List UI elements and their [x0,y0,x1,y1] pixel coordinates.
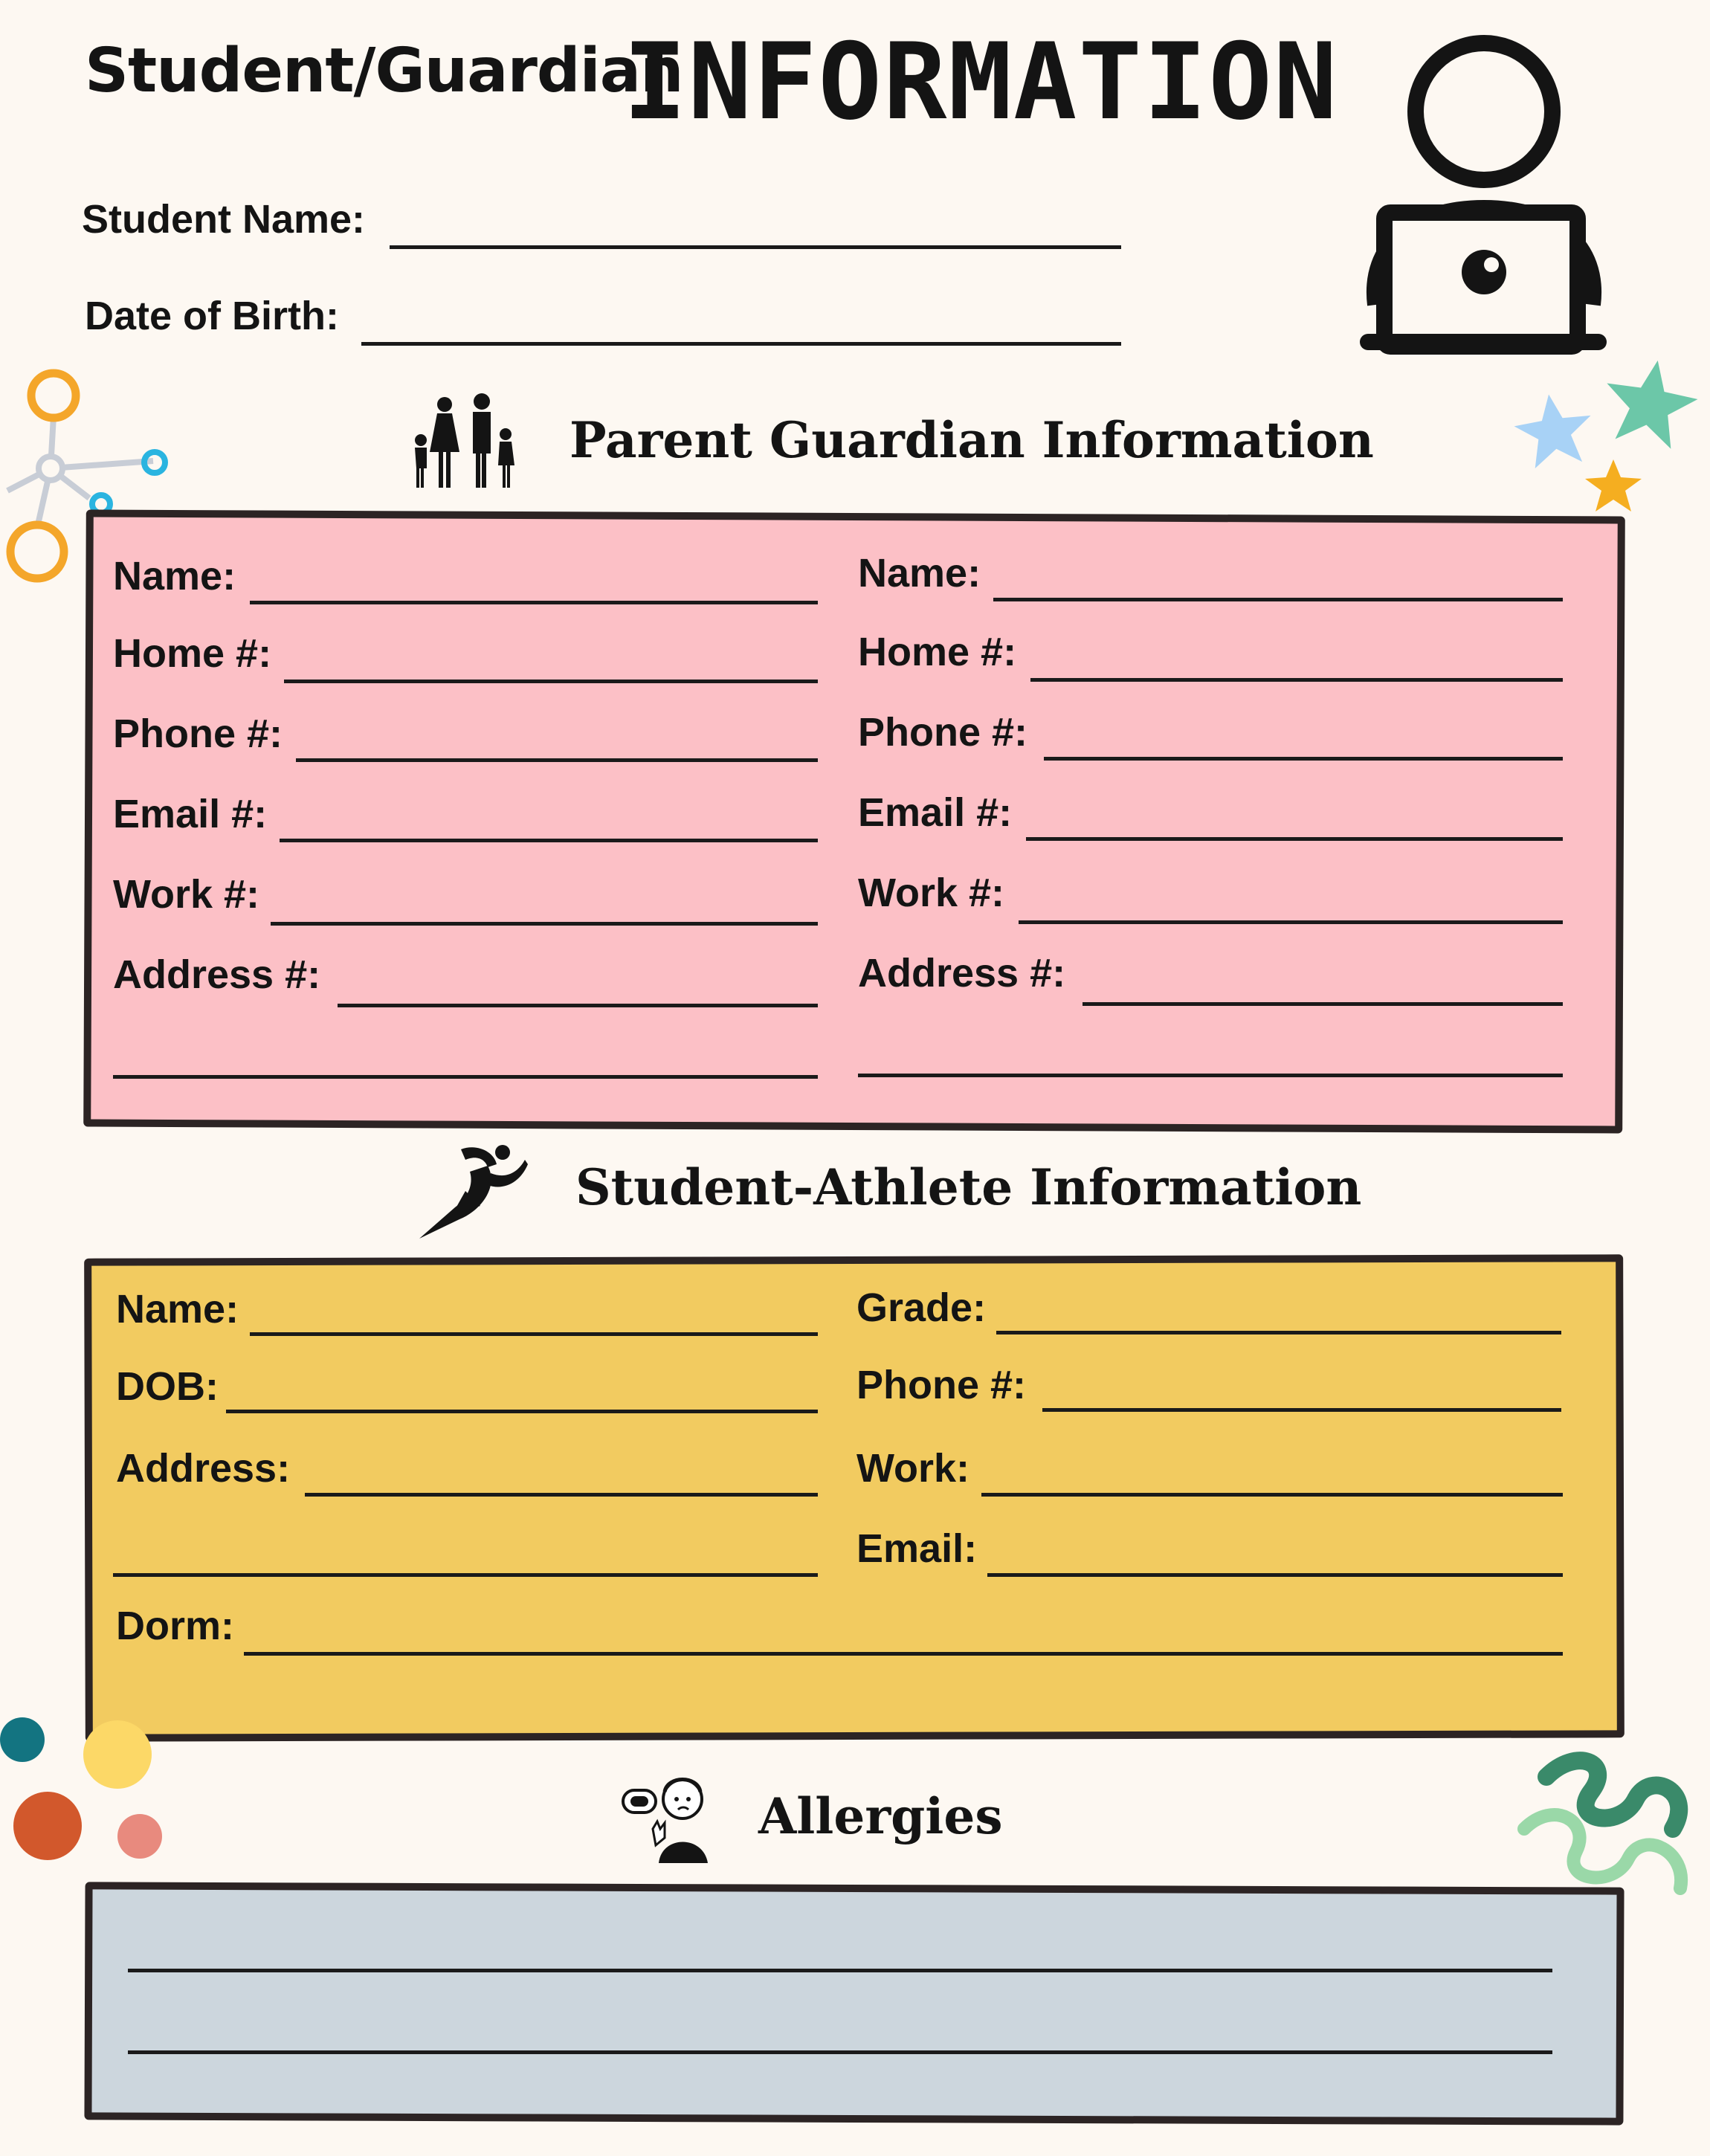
allergy-person-icon [620,1769,721,1866]
athlete-dob-line[interactable] [226,1410,818,1413]
parent1-email-line[interactable] [280,839,818,842]
athlete-email-label: Email: [856,1526,978,1571]
parent2-home-label: Home #: [858,630,1017,674]
athlete-address-line-2[interactable] [113,1573,818,1577]
dots-decoration [0,1710,171,1873]
allergies-section-title: Allergies [758,1787,1003,1845]
parent1-name-label: Name: [113,554,236,598]
allergies-box [84,1882,1624,2125]
athlete-phone-label: Phone #: [856,1363,1027,1407]
athlete-section-title: Student-Athlete Information [575,1158,1362,1216]
athlete-work-label: Work: [856,1446,970,1491]
parent1-phone-label: Phone #: [113,711,283,756]
parent2-email-line[interactable] [1026,837,1563,841]
parent1-address-line-2[interactable] [113,1075,818,1079]
date-of-birth-label: Date of Birth: [85,294,339,338]
student-name-line[interactable] [390,245,1121,249]
athlete-address-label: Address: [116,1446,291,1491]
athlete-email-line[interactable] [987,1573,1563,1577]
parent2-address-line[interactable] [1083,1002,1563,1006]
athlete-name-label: Name: [116,1287,239,1332]
parent2-work-label: Work #: [858,871,1005,915]
parent1-email-label: Email #: [113,792,268,836]
student-name-label: Student Name: [82,197,366,242]
athlete-dob-label: DOB: [116,1364,219,1409]
athlete-grade-label: Grade: [856,1285,987,1330]
title-prefix: Student/Guardian [85,36,683,106]
parent1-address-line[interactable] [338,1004,818,1007]
parent2-address-line-2[interactable] [858,1074,1563,1077]
parent1-home-line[interactable] [284,680,818,683]
parent2-email-label: Email #: [858,790,1013,835]
student-athlete-box [84,1254,1624,1741]
athlete-dorm-label: Dorm: [116,1604,234,1648]
family-icon [410,394,522,491]
parent1-home-label: Home #: [113,631,272,676]
athlete-grade-line[interactable] [996,1331,1561,1334]
parent2-address-label: Address #: [858,951,1066,995]
person-laptop-icon [1353,37,1621,349]
runner-icon [416,1143,528,1240]
parent2-name-line[interactable] [993,598,1563,601]
parent1-phone-line[interactable] [296,758,818,762]
parent1-address-label: Address #: [113,952,321,997]
parent2-work-line[interactable] [1019,920,1563,924]
parent1-name-line[interactable] [250,601,818,604]
parent2-home-line[interactable] [1030,678,1563,682]
page-title: INFORMATION [623,21,1339,143]
athlete-address-line[interactable] [305,1493,818,1497]
parent1-work-label: Work #: [113,872,260,917]
athlete-dorm-line[interactable] [244,1652,1563,1656]
allergies-line-1[interactable] [128,1969,1552,1972]
parent2-phone-label: Phone #: [858,710,1028,755]
parent-section-title: Parent Guardian Information [570,411,1374,469]
allergies-line-2[interactable] [128,2050,1552,2054]
athlete-work-line[interactable] [981,1493,1563,1497]
stars-decoration [1502,357,1710,528]
parent2-name-label: Name: [858,551,981,596]
parent1-work-line[interactable] [271,922,818,926]
squiggle-decoration [1517,1747,1710,1911]
parent2-phone-line[interactable] [1044,757,1563,761]
date-of-birth-line[interactable] [361,342,1121,346]
athlete-name-line[interactable] [250,1332,818,1336]
athlete-phone-line[interactable] [1042,1408,1561,1412]
